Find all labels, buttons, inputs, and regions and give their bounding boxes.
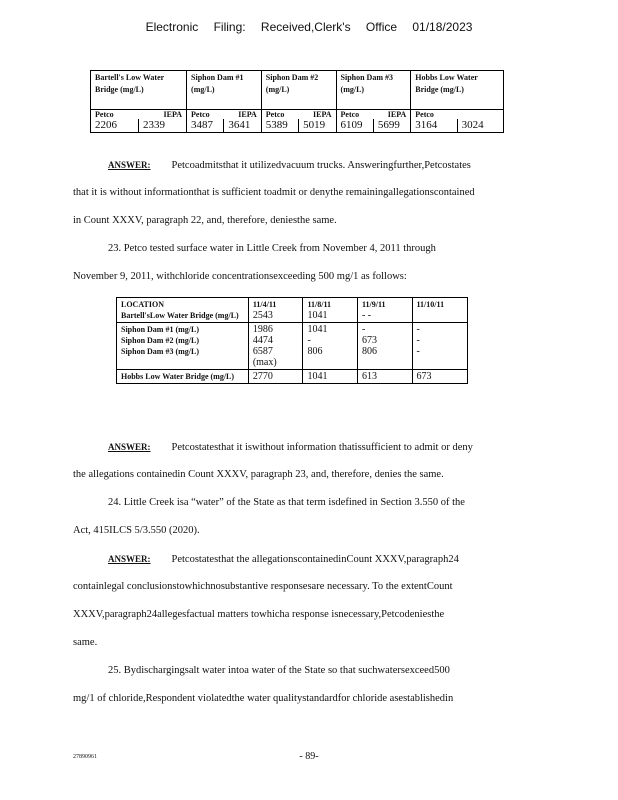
value-cell: 673 [412,370,468,384]
row-label: Hobbs Low Water Bridge (mg/L) [117,370,249,384]
results-table-2 [116,297,468,384]
value-cell: 3164 [411,119,457,133]
value-cell: 1986 [252,324,273,335]
answer-22-line: that it is without informationthat is sufficient toadmit or denythe remainingallegationscontained [73,187,475,198]
col-header: 11/9/11 [361,300,386,309]
row-label: Siphon Dam #3 (mg/L) [121,347,200,356]
value-cell: 2543 [252,310,273,321]
answer-24-line: containlegal conclusionstowhichnosubstantive responsesare necessary. To the extentCount [73,581,453,592]
answer-24-line [73,552,568,567]
subheader: Petco [340,110,360,119]
answer-23-line: the allegations containedin Count XXXV, paragraph 23, and, therefore, denies the same. [73,469,444,480]
value-cell: - [416,335,420,346]
value-cell: 2770 [248,370,303,384]
filing-header: Electronic Filing: Received,Clerk's Office 01/18/2023 [145,20,473,34]
value-cell: - - [361,310,372,321]
value-cell: 5699 [373,119,410,133]
paragraph-25-line: mg/1 of chloride,Respondent violatedthe water qualitystandardfor chloride asestablishedin [73,693,454,704]
answer-22-line [73,158,568,173]
col-header: Bartell's Low Water Bridge (mg/L) [91,71,187,110]
paragraph-25-line: 25. Bydischargingsalt water intoa water of the State so that suchwatersexceed500 [108,665,450,676]
value-cell: 1041 [307,310,328,321]
answer-22-line: in Count XXXV, paragraph 22, and, therefore, deniesthe same. [73,215,337,226]
col-header: Hobbs Low Water Bridge (mg/L) [411,71,504,110]
row-label: Bartell'sLow Water Bridge (mg/L) [121,311,239,320]
value-cell: 2339 [139,119,187,133]
page-number: - 89- [299,751,319,762]
subheader: Petco [191,110,210,119]
answer-23-line [73,440,568,455]
col-header: 11/8/11 [307,300,331,309]
answer-24-line: same. [73,637,98,648]
col-header: 11/10/11 [416,300,445,309]
value-cell: 5019 [299,119,336,133]
value-cell: 3024 [457,119,503,133]
value-cell: 6109 [336,119,373,133]
document-id: 27890961 [73,754,97,760]
answer-label: ANSWER: [108,554,151,564]
col-header: Siphon Dam #1 (mg/L) [187,71,262,110]
col-header: 11/4/11 [252,300,277,309]
value-cell: 1041 [303,370,358,384]
subheader: IEPA [163,110,183,119]
value-cell: - [307,335,311,346]
subheader: Petco [415,110,434,119]
value-cell: 4474 [252,335,273,346]
value-cell: - [416,324,420,335]
value-cell: 3641 [224,119,261,133]
paragraph-24-line: Act, 415ILCS 5/3.550 (2020). [73,525,200,536]
value-cell: 3487 [187,119,224,133]
value-cell: - [416,346,420,357]
answer-text: Petcostatesthat the allegationscontainedinCount XXXV,paragraph24 [171,554,459,565]
subheader: IEPA [238,110,257,119]
paragraph-23-line: 23. Petco tested surface water in Little Creek from November 4, 2011 through [108,243,436,254]
col-header: Siphon Dam #2 (mg/L) [261,71,336,110]
paragraph-23-line: November 9, 2011, withchloride concentrationsexceeding 500 mg/1 as follows: [73,271,407,282]
value-cell: 613 [357,370,412,384]
answer-text: Petcoadmitsthat it utilizedvacuum trucks. Answeringfurther,Petcostates [171,160,471,171]
row-label: Siphon Dam #1 (mg/L) [121,325,200,334]
row-label: Siphon Dam #2 (mg/L) [121,336,200,345]
subheader: Petco [265,110,285,119]
col-header: LOCATION [121,300,164,309]
answer-label: ANSWER: [108,160,151,170]
subheader: Petco [95,110,114,119]
value-cell: 673 [361,335,377,346]
value-cell: - [361,324,366,335]
paragraph-24-line: 24. Little Creek isa “water” of the State as that term isdefined in Section 3.550 of the [108,497,465,508]
value-cell: 806 [361,346,377,357]
answer-text: Petcostatesthat it iswithout information thatissufficient to admit or deny [171,442,473,453]
value-cell: 1041 [307,324,328,335]
col-header: Siphon Dam #3 (mg/L) [336,71,411,110]
answer-24-line: XXXV,paragraph24allegesfactual matters towhicha response isnecessary,Petcodeniesthe [73,609,445,620]
value-cell: 2206 [91,119,139,133]
value-cell: 6587 (max) [252,346,277,368]
value-cell: 5389 [261,119,298,133]
subheader: IEPA [313,110,332,119]
answer-label: ANSWER: [108,442,151,452]
subheader: IEPA [387,110,407,119]
results-table-1 [90,70,504,133]
value-cell: 806 [307,346,323,357]
